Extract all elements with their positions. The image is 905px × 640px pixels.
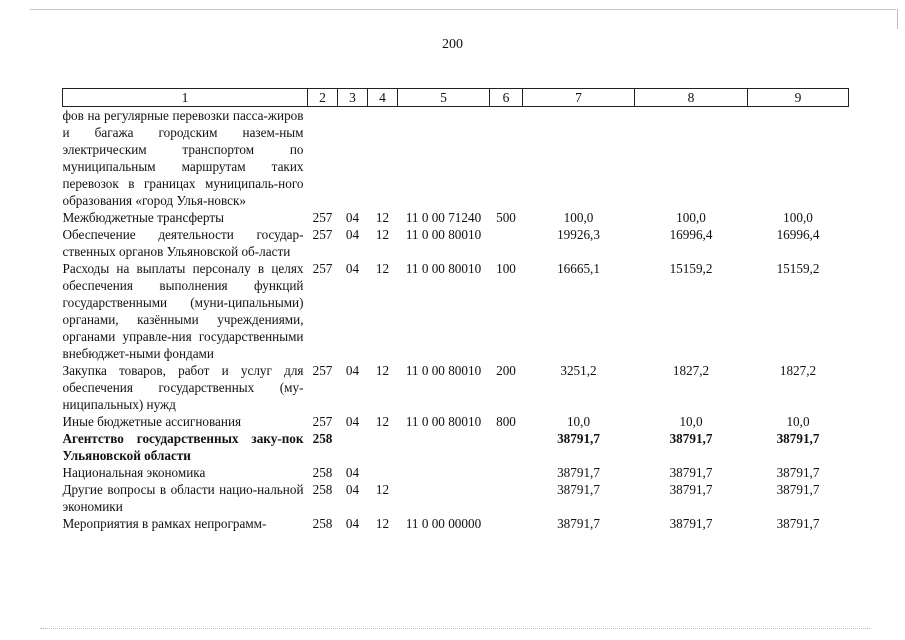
table-row (63, 464, 849, 481)
amount-year-3: 38791,7 (776, 516, 820, 531)
amount-year-3: 10,0 (786, 414, 810, 429)
target-article-code: 11 0 00 80010 (405, 363, 482, 378)
amount-year-1: 3251,2 (560, 363, 597, 378)
expense-type-code (490, 430, 523, 464)
expense-type-code (490, 515, 523, 532)
amount-year-1: 100,0 (563, 210, 594, 225)
subsection-code-2: 12 (375, 363, 390, 378)
target-article-code: 11 0 00 00000 (405, 516, 482, 531)
section-code: 257 (312, 261, 333, 276)
expense-type-code (490, 481, 523, 515)
amount-year-2: 38791,7 (669, 516, 713, 531)
subsection-code-2: 12 (375, 516, 390, 531)
expense-type-code (490, 464, 523, 481)
amount-year-2: 15159,2 (669, 261, 713, 276)
subsection-code: 04 (345, 210, 360, 225)
subsection-code-2 (368, 430, 398, 464)
amount-year-1: 38791,7 (557, 482, 600, 497)
subsection-code-2 (368, 464, 398, 481)
table-row (63, 481, 849, 515)
row-name: Обеспечение деятельности государ-ственных органов Ульяновской об-ласти (62, 227, 304, 259)
column-header: 9 (748, 89, 849, 107)
row-name: фов на регулярные перевозки пасса-жиров и багажа городским назем-ным электрическим транспортом по муниципальным маршрутам таких перевозок в границах муниципаль-ного образования «город Улья-новск» (62, 108, 304, 208)
target-article-code: 11 0 00 80010 (405, 227, 482, 242)
row-name: Национальная экономика (62, 465, 206, 480)
expense-type-code: 200 (496, 363, 516, 378)
subsection-code: 04 (345, 465, 360, 480)
amount-year-2: 1827,2 (672, 363, 710, 378)
table-row (63, 260, 849, 362)
target-article-code: 11 0 00 80010 (405, 414, 482, 429)
amount-year-2: 100,0 (676, 210, 706, 225)
expense-type-code: 100 (496, 261, 516, 276)
subsection-code-2: 12 (375, 261, 390, 276)
section-code: 258 (312, 482, 333, 497)
subsection-code: 04 (345, 482, 360, 497)
subsection-code-2 (368, 107, 398, 210)
subsection-code-2: 12 (375, 227, 390, 242)
subsection-code: 04 (345, 363, 360, 378)
column-header: 7 (523, 89, 635, 107)
amount-year-2: 38791,7 (669, 431, 713, 446)
amount-year-2: 38791,7 (669, 482, 713, 497)
section-code: 258 (312, 431, 333, 446)
row-name: Межбюджетные трансферты (62, 210, 224, 225)
subsection-code: 04 (345, 261, 360, 276)
subsection-code (338, 107, 368, 210)
expense-type-code (490, 107, 523, 210)
amount-year-2: 38791,7 (669, 465, 713, 480)
row-name: Агентство государственных заку-пок Ульяновской области (62, 431, 304, 463)
row-name: Мероприятия в рамках непрограмм- (62, 516, 267, 531)
section-code: 257 (312, 363, 333, 378)
amount-year-3: 16996,4 (776, 227, 820, 242)
subsection-code-2: 12 (375, 414, 390, 429)
target-article-code (398, 107, 490, 210)
table-row (63, 107, 849, 210)
amount-year-3 (748, 107, 849, 210)
column-header: 4 (368, 89, 398, 107)
table-row (63, 413, 849, 430)
section-code (308, 107, 338, 210)
amount-year-1: 16665,1 (557, 261, 600, 276)
row-name: Расходы на выплаты персоналу в целях обеспечения выполнения функций государственными (муни-ципальными) органами, казёнными учреждениями, органами управле-ния государственными внебюджет-ными фондами (62, 261, 304, 361)
amount-year-3: 15159,2 (776, 261, 820, 276)
scan-bottom-edge (40, 628, 870, 630)
target-article-code (398, 481, 490, 515)
section-code: 257 (312, 414, 333, 429)
subsection-code (338, 430, 368, 464)
amount-year-3: 1827,2 (779, 363, 817, 378)
expense-type-code: 800 (496, 414, 516, 429)
amount-year-1: 10,0 (566, 414, 591, 429)
amount-year-2: 16996,4 (669, 227, 713, 242)
column-header: 6 (490, 89, 523, 107)
column-header: 8 (635, 89, 748, 107)
scan-right-edge (897, 9, 898, 29)
table-row (63, 226, 849, 260)
budget-table (62, 88, 849, 532)
amount-year-1 (523, 107, 635, 210)
subsection-code: 04 (345, 414, 360, 429)
amount-year-2: 10,0 (679, 414, 703, 429)
table-row (63, 430, 849, 464)
amount-year-3: 38791,7 (776, 465, 820, 480)
target-article-code: 11 0 00 71240 (405, 210, 482, 225)
column-header: 1 (63, 89, 308, 107)
target-article-code: 11 0 00 80010 (405, 261, 482, 276)
amount-year-1: 19926,3 (557, 227, 600, 242)
column-header: 2 (308, 89, 338, 107)
table-row (63, 515, 849, 532)
expense-type-code: 500 (496, 210, 516, 225)
table-row (63, 209, 849, 226)
column-header: 5 (398, 89, 490, 107)
table-header-row (63, 89, 849, 107)
subsection-code: 04 (345, 227, 360, 242)
amount-year-3: 38791,7 (776, 482, 820, 497)
amount-year-1: 38791,7 (557, 516, 600, 531)
amount-year-1: 38791,7 (557, 431, 600, 446)
target-article-code (398, 430, 490, 464)
subsection-code-2: 12 (375, 482, 390, 497)
section-code: 258 (312, 516, 333, 531)
column-header: 3 (338, 89, 368, 107)
subsection-code: 04 (345, 516, 360, 531)
row-name: Иные бюджетные ассигнования (62, 414, 242, 429)
expense-type-code (490, 226, 523, 260)
section-code: 257 (312, 227, 333, 242)
amount-year-3: 38791,7 (776, 431, 820, 446)
amount-year-1: 38791,7 (557, 465, 600, 480)
page-number: 200 (442, 37, 463, 52)
section-code: 258 (312, 465, 333, 480)
section-code: 257 (312, 210, 333, 225)
amount-year-2 (635, 107, 748, 210)
amount-year-3: 100,0 (783, 210, 813, 225)
row-name: Другие вопросы в области нацио-нальной экономики (62, 482, 304, 514)
subsection-code-2: 12 (375, 210, 390, 225)
table-row (63, 362, 849, 413)
table-body (63, 107, 849, 533)
target-article-code (398, 464, 490, 481)
row-name: Закупка товаров, работ и услуг для обеспечения государственных (му-ниципальных) нужд (62, 363, 304, 412)
scan-top-edge (30, 9, 896, 10)
